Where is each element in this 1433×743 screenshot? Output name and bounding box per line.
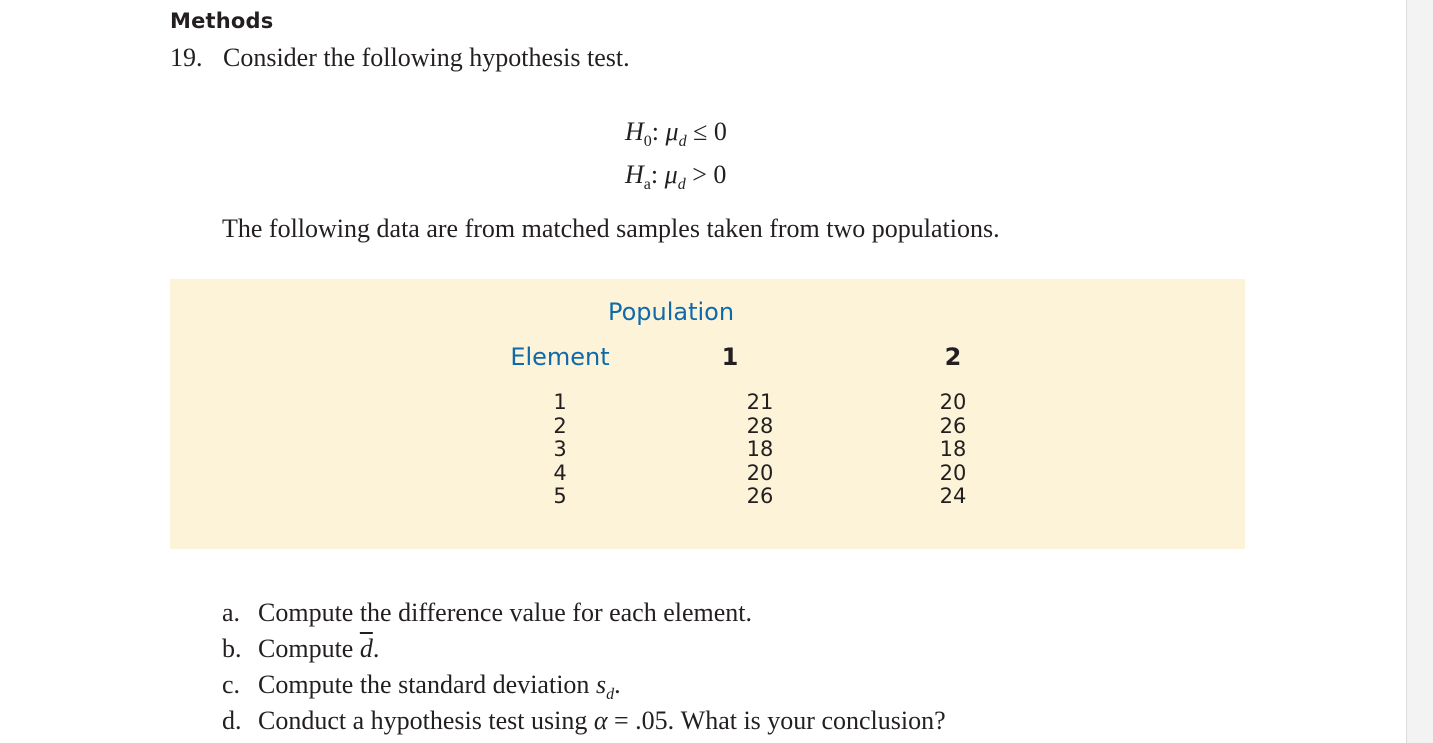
alternative-hypothesis: $H_a$: $\mu_d > 0$ [625, 160, 727, 193]
task-text: Compute the standard deviation [258, 670, 596, 699]
population-2-column [923, 391, 983, 509]
element-column-header: Element [510, 343, 610, 371]
population-2-header: 2 [944, 343, 962, 371]
table-cell: 20 [939, 390, 967, 414]
task-text-end: . [614, 670, 621, 699]
population-1-column [730, 391, 790, 509]
task-text-end: = .05. What is your conclusion? [607, 706, 946, 735]
table-cell: 28 [746, 413, 774, 438]
table-cell: 20 [939, 460, 967, 485]
right-scroll-panel [1406, 0, 1433, 743]
null-hyp-relation: ≤ 0 [693, 117, 727, 146]
alt-hyp-param-subscript: d [677, 176, 686, 193]
task-d [222, 703, 946, 739]
problem-number: 19. [170, 43, 203, 72]
population-1-header: 1 [721, 343, 739, 371]
table-cell: 21 [746, 390, 774, 414]
alt-hyp-param: μ [664, 160, 678, 189]
section-heading: Methods [170, 9, 274, 33]
task-list [222, 595, 946, 739]
sd-symbol: s [595, 670, 607, 699]
table-cell: 4 [553, 460, 567, 485]
table-cell: 24 [939, 484, 967, 508]
alt-hyp-relation: > 0 [692, 160, 727, 189]
alt-hyp-subscript: a [643, 176, 651, 193]
task-label: a. [222, 598, 241, 627]
null-hyp-symbol: H [625, 117, 644, 146]
table-cell: 20 [746, 460, 774, 485]
task-label: d. [222, 706, 242, 735]
null-hyp-param: μ [665, 117, 679, 146]
null-hypothesis: $H_0$: $\mu_d \le 0$ [625, 117, 727, 150]
task-text: Conduct a hypothesis test using [258, 706, 594, 735]
table-cell: 3 [553, 437, 567, 461]
table-cell: 5 [553, 484, 567, 508]
task-text: Compute the difference value for each element. [258, 598, 753, 627]
table-cell: 1 [553, 390, 567, 414]
task-text: Compute [258, 634, 360, 663]
table-cell: 18 [939, 437, 967, 461]
task-b [222, 631, 946, 667]
task-label: c. [222, 670, 241, 699]
table-cell: 26 [746, 484, 774, 508]
task-a [222, 595, 946, 631]
task-label: b. [222, 634, 242, 663]
population-header: Population [607, 298, 735, 326]
alt-hyp-symbol: H [625, 160, 644, 189]
element-column [530, 391, 590, 509]
task-c [222, 667, 946, 703]
sd-subscript: d [606, 686, 615, 703]
data-intro-text: The following data are from matched samples taken from two populations. [222, 214, 1000, 243]
null-hyp-param-subscript: d [678, 133, 687, 150]
task-text-end: . [372, 634, 380, 663]
table-cell: 2 [553, 413, 567, 438]
null-hyp-subscript: 0 [643, 133, 652, 150]
table-cell: 18 [746, 437, 774, 461]
problem-text: Consider the following hypothesis test. [223, 43, 630, 72]
d-bar-symbol: $\overline{d}$ [359, 634, 373, 663]
problem-statement [170, 43, 630, 73]
alpha-symbol: α [593, 706, 608, 735]
table-cell: 26 [939, 413, 967, 438]
